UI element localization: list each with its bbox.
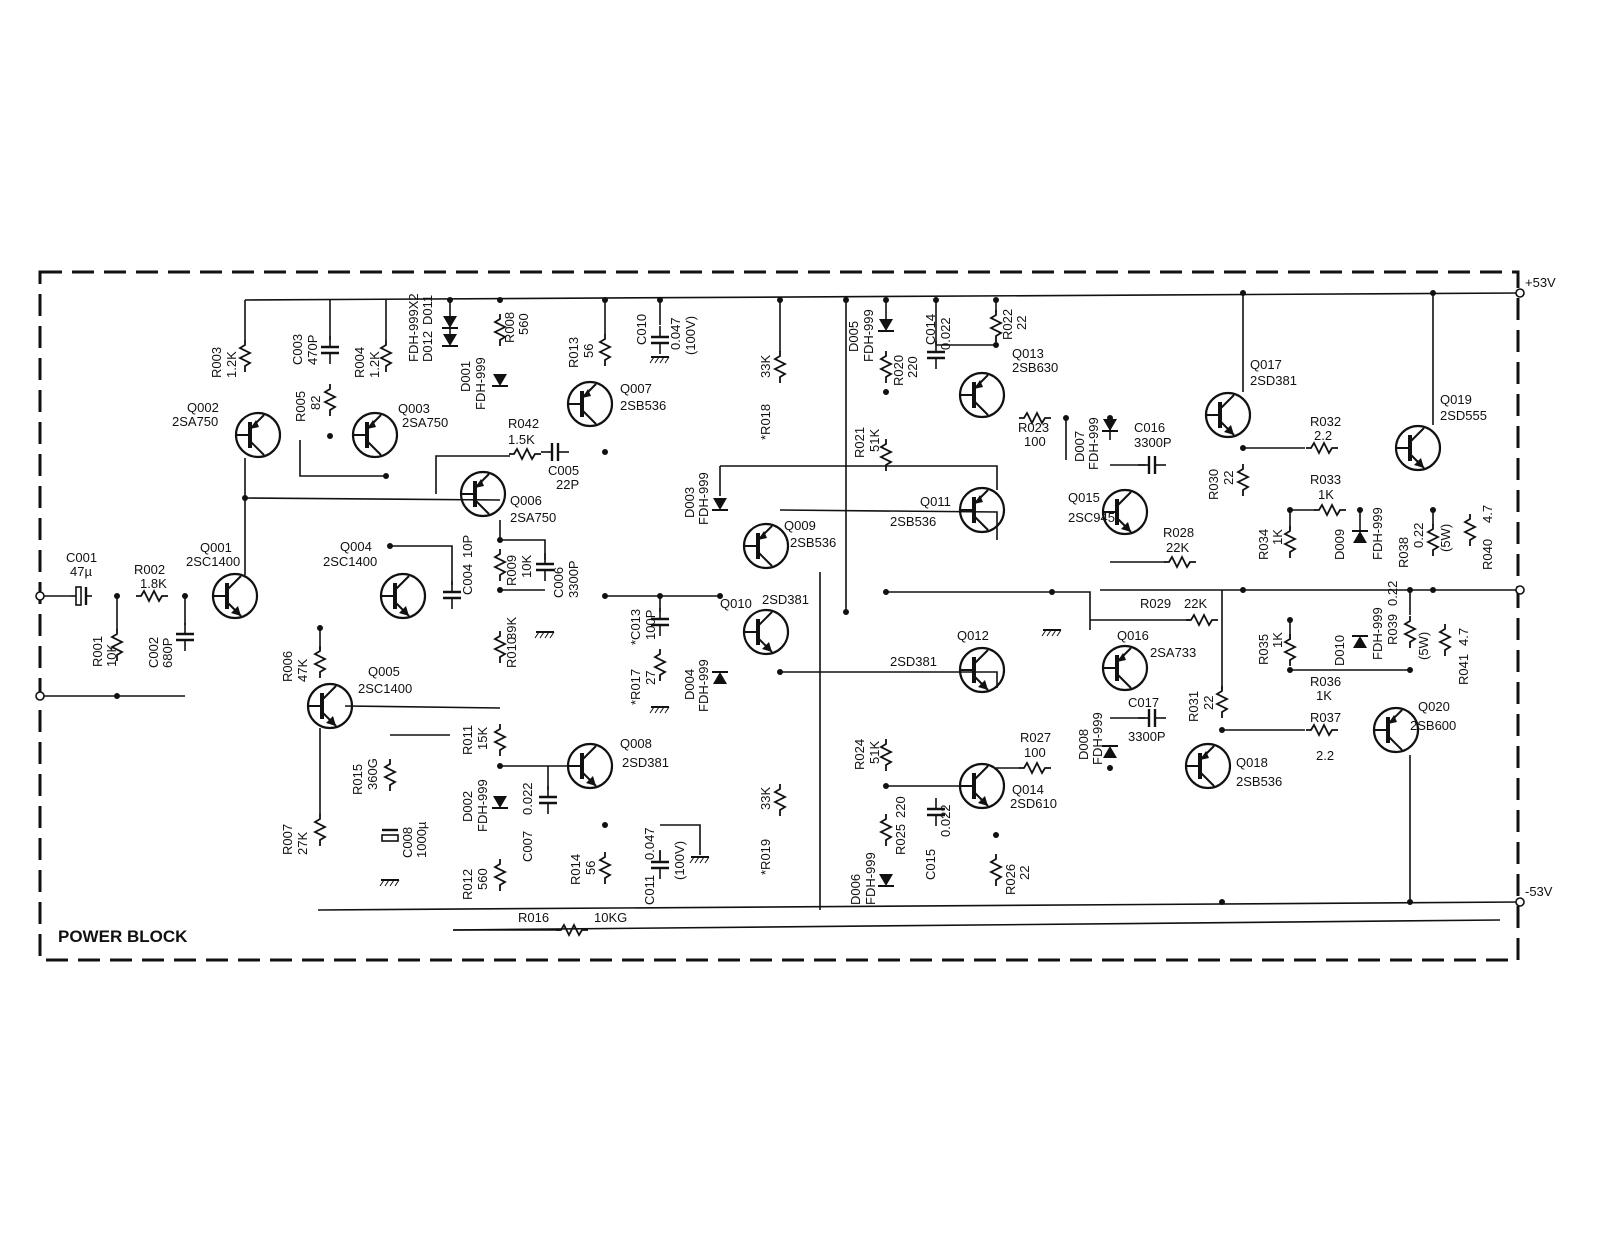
r005-ref: R005 — [293, 390, 308, 422]
c007-ref: C007 — [520, 830, 535, 862]
r030-ref: R030 — [1206, 468, 1221, 500]
r019-ref: *R019 — [758, 838, 773, 875]
diode-d001-symbol — [492, 374, 508, 386]
transistor-q010-symbol — [744, 610, 788, 654]
q007-ref: Q007 — [620, 381, 652, 396]
c007-value: 0.022 — [520, 782, 535, 815]
resistor-r030-symbol — [1238, 464, 1248, 496]
diode-d010-symbol — [1352, 636, 1368, 648]
r003-value: 1.2K — [224, 351, 239, 378]
resistor-r035-symbol — [1285, 634, 1295, 666]
q003-part: 2SA750 — [402, 415, 449, 430]
wiring — [40, 293, 1520, 930]
capacitor-c004-symbol — [443, 581, 461, 609]
transistor-q016-symbol — [1103, 646, 1147, 690]
r032-ref: R032 — [1310, 414, 1342, 429]
r032-value: 2.2 — [1314, 428, 1333, 443]
diode-d009-symbol — [1352, 531, 1368, 543]
positive-rail-terminal — [1516, 289, 1524, 297]
d012-ref: D012 — [420, 330, 435, 362]
transistor-q004-symbol — [381, 574, 425, 618]
d005-part: FDH-999 — [861, 309, 876, 362]
r039-value: 0.22 — [1385, 580, 1400, 606]
r007-value: 27K — [295, 831, 310, 855]
d008-ref: D008 — [1076, 728, 1091, 760]
r027-value: 100 — [1024, 745, 1046, 760]
resistor-r038-symbol — [1428, 524, 1438, 556]
r027-ref: R027 — [1020, 730, 1052, 745]
r011-value: 15K — [475, 726, 490, 750]
q013-ref: Q013 — [1012, 346, 1044, 361]
c004-value: 10P — [460, 534, 475, 558]
resistor-labels — [90, 309, 1495, 925]
c003-value: 470P — [305, 334, 320, 365]
q019-part: 2SD555 — [1440, 408, 1487, 423]
transistor-q009-symbol — [744, 524, 788, 568]
r010-value: 39K — [504, 616, 519, 640]
resistor-r033-symbol — [1314, 505, 1346, 515]
r033-ref: R033 — [1310, 472, 1342, 487]
d005-ref: D005 — [846, 320, 861, 352]
q014-ref: Q014 — [1012, 782, 1044, 797]
d009-ref: D009 — [1332, 528, 1347, 560]
r019-value: 33K — [758, 786, 773, 810]
transistor-labels — [172, 343, 1487, 811]
c013-ref: *C013 — [628, 608, 643, 645]
r039-ref: R039 — [1385, 613, 1400, 645]
q015-ref: Q015 — [1068, 490, 1100, 505]
transistor-q018-symbol — [1186, 744, 1230, 788]
resistor-r029-symbol — [1186, 615, 1218, 625]
r014-ref: R014 — [568, 853, 583, 885]
d008-part: FDH-999 — [1090, 712, 1105, 765]
d007-part: FDH-999 — [1086, 417, 1101, 470]
r022-ref: R022 — [1000, 308, 1015, 340]
q018-ref: Q018 — [1236, 755, 1268, 770]
r036-value: 1K — [1316, 688, 1332, 703]
r028-value: 22K — [1166, 540, 1190, 555]
q018-part: 2SB536 — [1236, 774, 1283, 789]
q009-part: 2SB536 — [790, 535, 837, 550]
q005-ref: Q005 — [368, 664, 400, 679]
transistor-q003-symbol — [353, 413, 397, 457]
transistor-q007-symbol — [568, 382, 612, 426]
r041-value: 4.7 — [1456, 627, 1471, 646]
r024-ref: R024 — [852, 738, 867, 770]
r035-value: 1K — [1270, 632, 1285, 648]
resistor-r027-symbol — [1019, 763, 1051, 773]
q012-part: 2SD381 — [890, 654, 937, 669]
r005-value: 82 — [308, 395, 323, 410]
capacitor-labels — [66, 311, 1172, 905]
c010-ref: C010 — [634, 313, 649, 345]
r040-ref: R040 — [1480, 538, 1495, 570]
resistor-r024-symbol — [881, 739, 891, 771]
r031-value: 22 — [1201, 695, 1216, 710]
resistor-r019-symbol — [775, 784, 785, 816]
c004-ref: C004 — [460, 563, 475, 595]
q004-ref: Q004 — [340, 539, 372, 554]
resistor-r020-symbol — [881, 351, 891, 383]
resistor-r037-symbol — [1306, 725, 1338, 735]
transistor-q017-symbol — [1206, 393, 1250, 437]
r039-rating: (5W) — [1416, 631, 1431, 660]
transistor-q019-symbol — [1396, 426, 1440, 470]
d001-part: FDH-999 — [473, 357, 488, 410]
transistor-q014-symbol — [960, 764, 1004, 808]
r035-ref: R035 — [1256, 633, 1271, 665]
transistor-q008-symbol — [568, 744, 612, 788]
d009-part: FDH-999 — [1370, 507, 1385, 560]
q002-ref: Q002 — [187, 400, 219, 415]
r008-value: 560 — [516, 313, 531, 335]
q005-part: 2SC1400 — [358, 681, 413, 696]
q009-ref: Q009 — [784, 518, 816, 533]
r002-ref: R002 — [134, 562, 166, 577]
r001-value: 10K — [104, 643, 119, 667]
d003-part: FDH-999 — [696, 472, 711, 525]
r020-ref: R020 — [891, 354, 906, 386]
d010-ref: D010 — [1332, 634, 1347, 666]
c014-value: 0.022 — [938, 317, 953, 350]
r042-value: 1.5K — [508, 432, 535, 447]
r037-ref: R037 — [1310, 710, 1342, 725]
resistor-r011-symbol — [495, 724, 505, 756]
r001-ref: R001 — [90, 635, 105, 667]
r016-value: 10KG — [594, 910, 628, 925]
transistor-q012-symbol — [960, 648, 1004, 692]
r006-value: 47K — [295, 658, 310, 682]
resistor-r039-symbol — [1405, 616, 1415, 648]
input-terminal — [36, 592, 44, 600]
d007-ref: D007 — [1072, 430, 1087, 462]
q020-part: 2SB600 — [1410, 718, 1457, 733]
r038-rating: (5W) — [1438, 523, 1453, 552]
r029-ref: R029 — [1140, 596, 1172, 611]
d001-ref: D001 — [458, 360, 473, 392]
c017-ref: C017 — [1128, 695, 1160, 710]
c015-value: 0.022 — [938, 804, 953, 837]
diode-d006-symbol — [878, 874, 894, 886]
r006-ref: R006 — [280, 650, 295, 682]
r038-ref: R038 — [1396, 536, 1411, 568]
transistor-q006-symbol — [461, 472, 505, 516]
q011-ref: Q011 — [920, 494, 951, 509]
c011-rating: (100V) — [672, 840, 687, 880]
r038-value: 0.22 — [1411, 522, 1426, 548]
resistor-r018-symbol — [775, 351, 785, 383]
c008-ref: C008 — [400, 826, 415, 858]
positive-rail-label: +53V — [1525, 275, 1556, 290]
resistor-r003-symbol — [240, 340, 250, 372]
q015-part: 2SC945 — [1068, 510, 1115, 525]
q019-ref: Q019 — [1440, 392, 1472, 407]
r009-value: 10K — [519, 554, 534, 578]
r025-ref: R025 — [893, 823, 908, 855]
resistor-r041-symbol — [1440, 624, 1450, 656]
c016-ref: C016 — [1134, 420, 1166, 435]
q008-part: 2SD381 — [622, 755, 669, 770]
resistor-r042-symbol — [509, 449, 541, 459]
q007-part: 2SB536 — [620, 398, 667, 413]
r042-ref: R042 — [508, 416, 540, 431]
r013-value: 56 — [581, 343, 596, 358]
resistor-r028-symbol — [1164, 557, 1196, 567]
q013-part: 2SB630 — [1012, 360, 1059, 375]
q010-part: 2SD381 — [762, 592, 809, 607]
r024-value: 51K — [867, 740, 882, 764]
q014-part: 2SD610 — [1010, 796, 1057, 811]
resistor-r005-symbol — [325, 384, 335, 416]
resistor-r032-symbol — [1306, 443, 1338, 453]
q001-part: 2SC1400 — [186, 554, 241, 569]
r013-ref: R013 — [566, 336, 581, 368]
c011-ref: C011 — [642, 874, 657, 905]
q011-part: 2SB536 — [890, 514, 937, 529]
r021-value: 51K — [867, 428, 882, 452]
resistor-r016-symbol — [556, 925, 588, 935]
c005-value: 22P — [556, 477, 580, 492]
d010-part: FDH-999 — [1370, 607, 1385, 660]
r023-value: 100 — [1024, 434, 1046, 449]
capacitor-c003-symbol — [321, 336, 339, 364]
r022-value: 22 — [1014, 315, 1029, 330]
q008-ref: Q008 — [620, 736, 652, 751]
transistor-q013-symbol — [960, 373, 1004, 417]
capacitor-c008-symbol — [382, 830, 398, 841]
resistor-r004-symbol — [381, 340, 391, 372]
r009-ref: R009 — [504, 554, 519, 586]
r018-value: 33K — [758, 354, 773, 378]
capacitor-c005-symbol — [541, 443, 569, 461]
capacitor-c002-symbol — [176, 623, 194, 651]
capacitor-c001-symbol — [70, 587, 92, 605]
resistor-r040-symbol — [1465, 514, 1475, 546]
transistor-q002-symbol — [236, 413, 280, 457]
capacitor-c010-symbol — [651, 326, 669, 354]
q006-ref: Q006 — [510, 493, 542, 508]
d011-part: FDH-999X2 — [406, 293, 421, 362]
r008-ref: R008 — [502, 311, 517, 343]
r017-ref: *R017 — [628, 668, 643, 705]
transistor-q001-symbol — [213, 574, 257, 618]
q002-part: 2SA750 — [172, 414, 219, 429]
q003-ref: Q003 — [398, 401, 430, 416]
capacitor-c007-symbol — [539, 786, 557, 814]
r011-ref: R011 — [460, 724, 475, 755]
negative-rail-label: -53V — [1525, 884, 1553, 899]
r020-value: 220 — [905, 356, 920, 378]
r016-ref: R016 — [518, 910, 550, 925]
r028-ref: R028 — [1163, 525, 1195, 540]
c011-value: 0.047 — [642, 827, 657, 860]
r015-ref: R015 — [350, 763, 365, 795]
capacitor-c017-symbol — [1138, 709, 1166, 727]
resistor-r025-symbol — [881, 814, 891, 846]
r018-ref: *R018 — [758, 403, 773, 440]
r041-ref: R041 — [1456, 653, 1471, 685]
q017-part: 2SD381 — [1250, 373, 1297, 388]
output-terminal — [1516, 586, 1524, 594]
c015-ref: C015 — [923, 848, 938, 880]
r012-ref: R012 — [460, 868, 475, 900]
q012-ref: Q012 — [957, 628, 989, 643]
diode-d007-symbol — [1102, 419, 1118, 431]
c001-ref: C001 — [66, 550, 98, 565]
q001-ref: Q001 — [200, 540, 232, 555]
resistor-r014-symbol — [600, 852, 610, 884]
diode-d005-symbol — [878, 319, 894, 331]
r004-ref: R004 — [352, 346, 367, 378]
r026-value: 22 — [1017, 865, 1032, 880]
c001-value: 47µ — [70, 564, 92, 579]
r033-value: 1K — [1318, 487, 1334, 502]
capacitor-c016-symbol — [1138, 456, 1166, 474]
r034-ref: R034 — [1256, 528, 1271, 560]
r010-ref: R010 — [504, 636, 519, 668]
d011-ref: D011 — [420, 294, 435, 325]
diode-d003-symbol — [712, 498, 728, 510]
r023-ref: R023 — [1018, 420, 1050, 435]
r002-value: 1.8K — [140, 576, 167, 591]
d004-part: FDH-999 — [696, 659, 711, 712]
c008-value: 1000µ — [414, 821, 429, 858]
d004-ref: D004 — [682, 668, 697, 700]
d003-ref: D003 — [682, 486, 697, 518]
block-title: POWER BLOCK — [58, 927, 188, 946]
r014-value: 56 — [583, 860, 598, 875]
diode-d012-symbol — [442, 334, 458, 346]
d002-ref: D002 — [460, 790, 475, 822]
diode-d011-symbol — [442, 316, 458, 328]
r003-ref: R003 — [209, 346, 224, 378]
c005-ref: C005 — [548, 463, 580, 478]
q017-ref: Q017 — [1250, 357, 1282, 372]
c006-ref: C006 — [551, 566, 566, 598]
d002-part: FDH-999 — [475, 779, 490, 832]
resistor-r031-symbol — [1217, 686, 1227, 718]
resistor-r006-symbol — [315, 646, 325, 678]
c017-value: 3300P — [1128, 729, 1166, 744]
c002-ref: C002 — [146, 636, 161, 668]
c003-ref: C003 — [290, 333, 305, 365]
r031-ref: R031 — [1186, 690, 1201, 722]
c002-value: 680P — [160, 637, 175, 668]
q016-part: 2SA733 — [1150, 645, 1197, 660]
q010-ref: Q010 — [720, 596, 752, 611]
r017-value: 27 — [643, 670, 658, 685]
q016-ref: Q016 — [1117, 628, 1149, 643]
r036-ref: R036 — [1310, 674, 1342, 689]
r034-value: 1K — [1270, 529, 1285, 545]
c016-value: 3300P — [1134, 435, 1172, 450]
transistor-q011-symbol — [960, 488, 1004, 532]
q020-ref: Q020 — [1418, 699, 1450, 714]
c014-ref: C014 — [923, 313, 938, 345]
q004-part: 2SC1400 — [323, 554, 378, 569]
r012-value: 560 — [475, 868, 490, 890]
resistor-r007-symbol — [315, 814, 325, 846]
r040-value: 4.7 — [1480, 504, 1495, 523]
resistor-r012-symbol — [495, 859, 505, 891]
r021-ref: R021 — [852, 426, 867, 458]
r030-value: 22 — [1221, 470, 1236, 485]
resistor-r013-symbol — [600, 334, 610, 366]
d006-ref: D006 — [848, 873, 863, 905]
c006-value: 3300P — [566, 560, 581, 598]
negative-rail-terminal — [1516, 898, 1524, 906]
resistor-r026-symbol — [991, 854, 1001, 886]
resistor-r034-symbol — [1285, 526, 1295, 558]
r026-ref: R026 — [1003, 863, 1018, 895]
diode-d002-symbol — [492, 796, 508, 808]
q006-part: 2SA750 — [510, 510, 557, 525]
r037-value: 2.2 — [1316, 748, 1335, 763]
r015-value: 360G — [365, 758, 380, 790]
r007-ref: R007 — [280, 823, 295, 855]
c010-rating: (100V) — [683, 315, 698, 355]
diode-d004-symbol — [712, 672, 728, 684]
r029-value: 22K — [1184, 596, 1208, 611]
c013-value: 100P — [643, 609, 658, 640]
d006-part: FDH-999 — [863, 852, 878, 905]
r025-value: 220 — [893, 796, 908, 818]
resistor-r015-symbol — [385, 759, 395, 791]
resistor-r002-symbol — [136, 591, 168, 601]
r004-value: 1.2K — [367, 351, 382, 378]
input-ground-terminal — [36, 692, 44, 700]
c010-value: 0.047 — [668, 317, 683, 350]
